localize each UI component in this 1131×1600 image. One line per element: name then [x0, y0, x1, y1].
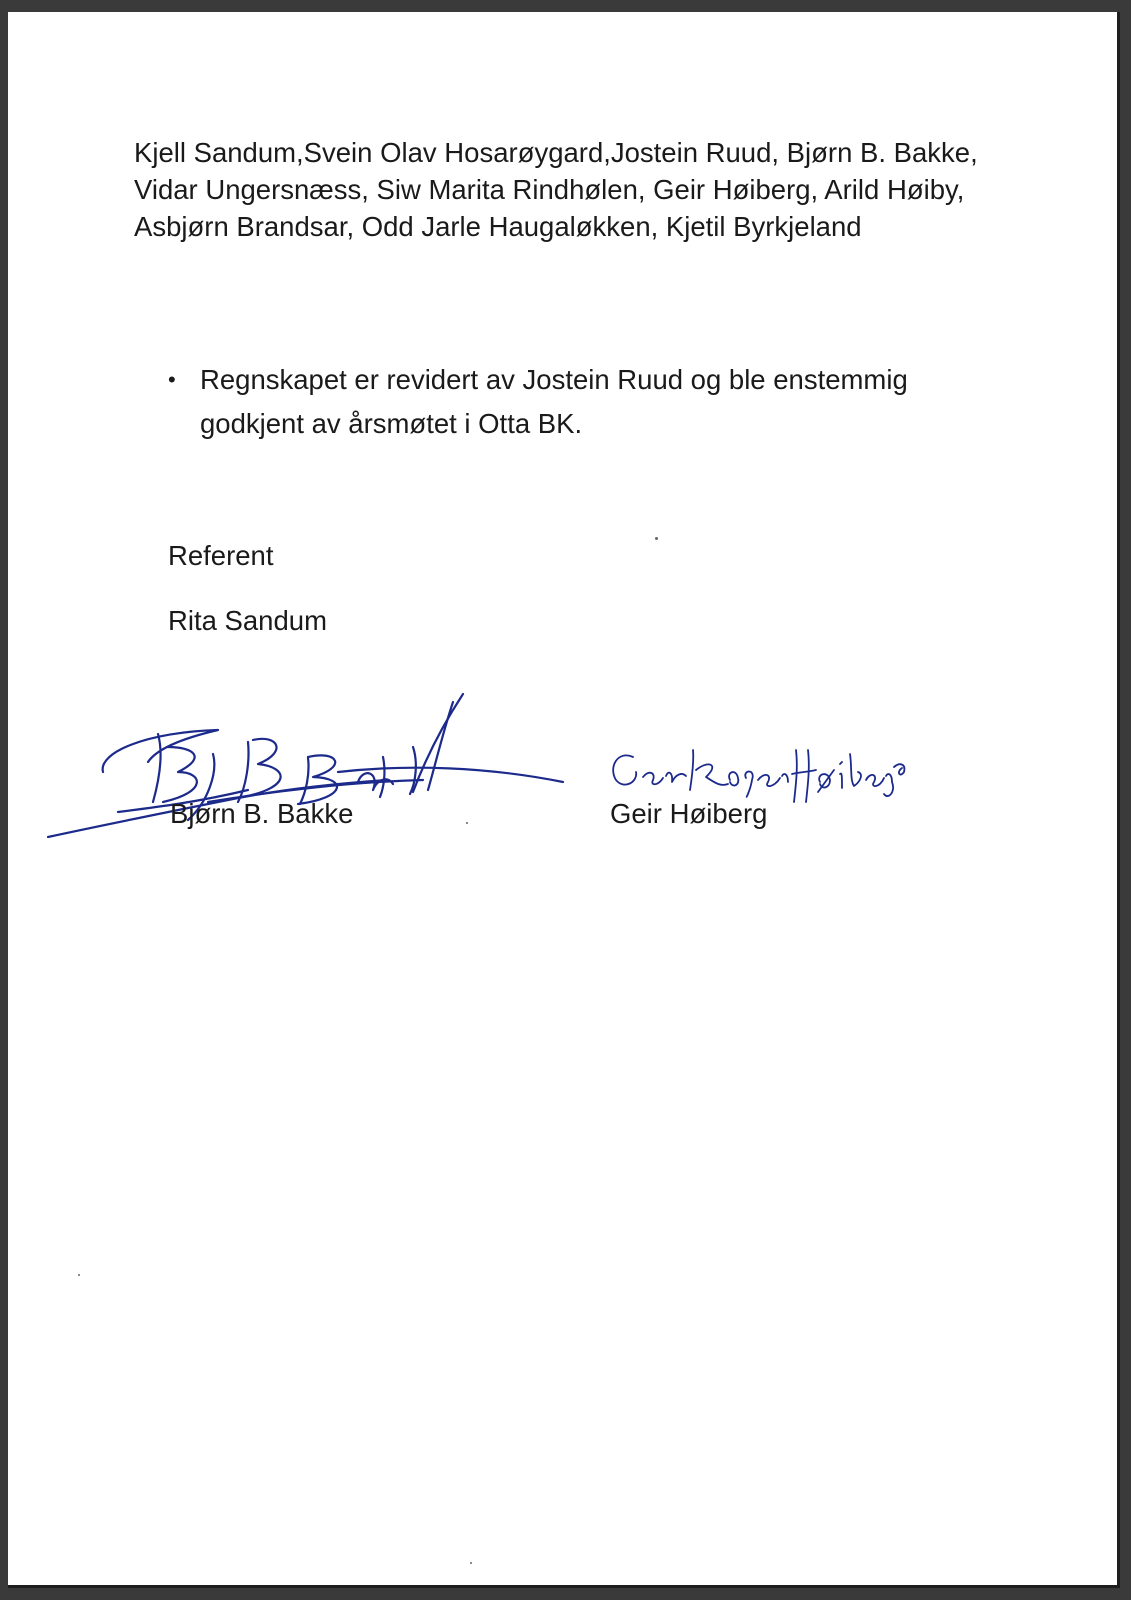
document-page	[8, 12, 1120, 1588]
scan-speck	[655, 537, 658, 540]
attendee-list: Kjell Sandum,Svein Olav Hosarøygard,Jostein Ruud, Bjørn B. Bakke, Vidar Ungersnæss, Siw Marita Rindhølen, Geir Høiberg, Arild Høiby, Asbjørn Brandsar, Odd Jarle Haugaløkken, Kjetil Byrkjeland	[134, 137, 978, 242]
bullet-icon: •	[168, 367, 176, 392]
resolution-list	[168, 358, 988, 446]
signatory-name-left: Bjørn B. Bakke	[170, 798, 354, 829]
referent-name: Rita Sandum	[168, 605, 327, 636]
scan-speck	[78, 1274, 80, 1276]
scan-speck	[470, 1562, 472, 1564]
signatory-name-right: Geir Høiberg	[610, 798, 768, 829]
resolution-text: Regnskapet er revidert av Jostein Ruud og ble enstemmig godkjent av årsmøtet i Otta BK.	[200, 364, 908, 439]
referent-label: Referent	[168, 540, 274, 571]
resolution-item	[168, 358, 988, 446]
scan-speck	[466, 822, 468, 824]
signature-geir-hoiberg	[613, 750, 904, 802]
